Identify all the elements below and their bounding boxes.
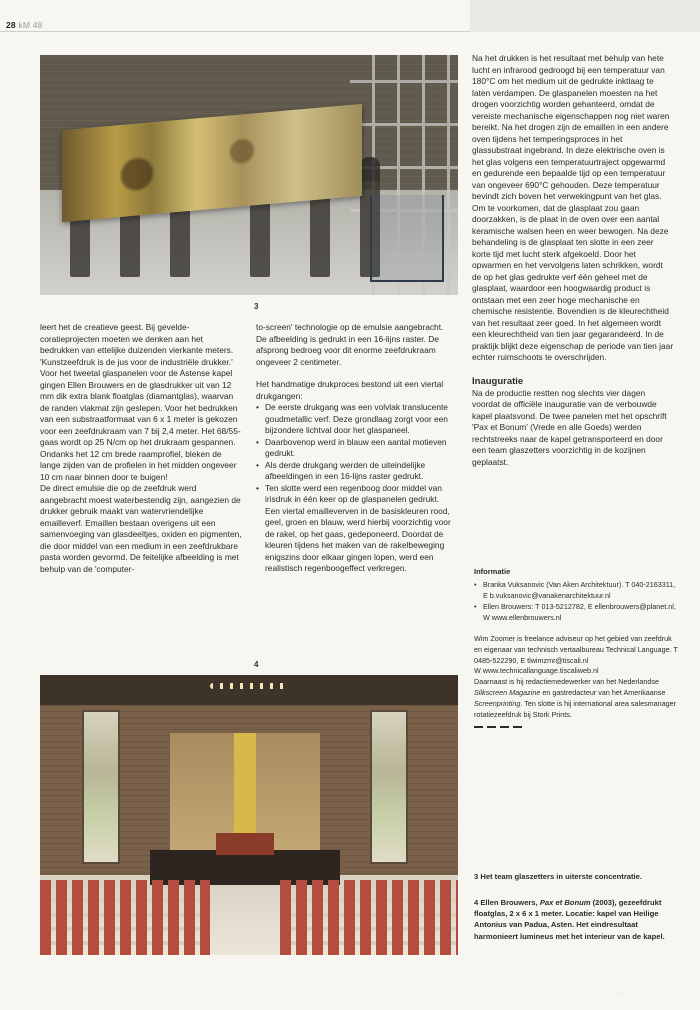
- list-item: • Ten slotte werd een regenboog door middel van irisdruk in één keer op de glaspanelen gedrukt. Een viertal emailleverven in de basiskleuren rood, geel, groen en blauw, werd hierbij voorzichtig voor de rakel, op het gaas, gedeponeerd. Doordat de kleuren tijdens het maken van de rakelbeweging enigszins door elkaar gingen lopen, werd een realistisch regenboogeffect verkregen.: [256, 483, 456, 575]
- header-band: [470, 0, 700, 32]
- header-rule: [0, 31, 470, 32]
- left-paragraph-3: De direct emulsie die op de zeefdruk werd aangebracht moest waterbestendig zijn, aangezien de drukker gebruik maakt van watervriendelijke emailleverf. Emaillen bestaan overigens uit een samenvoeging van glasdeeltjes, oxiden en pigmenten, die door middel van een medium in een zeefdrukbare pasta worden gevormd. De feitelijke afbeelding is met behulp van de 'computer-: [40, 483, 242, 574]
- contact-list: [474, 580, 679, 624]
- photo-ceiling: [40, 675, 458, 705]
- folio: [6, 20, 43, 30]
- photo-chapel-interior: [40, 675, 458, 955]
- photo-glaziers-carrying-panel: [40, 55, 458, 295]
- artwork-title: Pax et Bonum: [539, 898, 591, 907]
- author-website[interactable]: W www.technicallanguage.tiscaliweb.nl: [474, 666, 599, 676]
- author-bio: [474, 634, 679, 720]
- caption-4: [474, 897, 679, 942]
- photo-glass-panel-right: [370, 710, 408, 864]
- print-pass-list: [256, 402, 456, 575]
- left-paragraph-2: Voor het tweetal glaspanelen voor de Astense kapel gingen Ellen Brouwers en de glasdrukker uit van 12 mm dik extra blank floatglas (diamantglas), waarvan de randen vlakmat zijn geslepen. Voor het bedrukken van een substraatformaat van 6 x 1 meter is gekozen voor een zeefdrukraam van 7 bij 2,4 meter. Het 68/55-gaas wordt op 25 N/cm op het drukraam gespannen. Ondanks het 12 cm brede raamprofiel, bleken de lange zijden van de profielen in het midden ongeveer 10 cm naar binnen door te buigen!: [40, 368, 241, 482]
- photo-glass-panel-left: [82, 710, 120, 864]
- figure-3-number: 3: [254, 302, 259, 311]
- photo-chairs-left: [40, 880, 210, 955]
- photo-altar: [216, 833, 274, 855]
- photo-chairs-right: [280, 880, 458, 955]
- end-mark: [474, 726, 679, 728]
- photo-cart: [370, 195, 444, 282]
- section-heading-inauguratie: Inauguratie: [472, 375, 524, 387]
- figure-4-number: 4: [254, 660, 259, 669]
- author-bio-part: Daarnaast is hij redactiemedewerker van het Nederlandse: [474, 677, 659, 687]
- left-column: [40, 322, 243, 575]
- list-item: • Als derde drukgang werden de uiteindelijke afbeeldingen in een 16-lijns raster gedrukt.: [256, 460, 456, 483]
- info-heading: Informatie: [474, 567, 511, 576]
- left-paragraph-1: leert het de creatieve geest. Bij geveldecoratieprojecten moeten we denken aan het bedrukken van ettelijke duizenden vierkante meters. 'Kunstzeefdruk is de jus voor de industriële drukker.': [40, 322, 234, 367]
- publication-name: Screenprinting: [474, 698, 521, 708]
- author-bio-part: . Ten slotte is hij international area salesmanager rotatiezeefdruk bij Stork Prints.: [474, 698, 677, 719]
- right-paragraph: Na het drukken is het resultaat met behulp van hete lucht en infrarood gedroogd bij een temperatuur van 180°C om het medium uit de gedrukte inktlaag te laten verdampen. De glaspanelen moesten na het drogen voorzichtig worden gehanteerd, omdat de vereiste mechanische eigenschappen nog niet waren bereikt. Na het drogen zijn de emaillen in een andere oven tijdens het temperingsproces in het glassubstraat ingebrand. In deze elektrische oven is het glas volgens een temperatuurtraject opgewarmd en gedurende een bepaalde tijd op een temperatuur van ongeveer 690°C gehouden. Deze temperatuur bevindt zich boven het verwekingpunt van het glas. Om te voorkomen, dat de glasplaat zou gaan doorzakken, is de plaat in de oven over een aantal keramische walsen heen en weer bewogen. Na deze behandeling is de glasplaat ten slotte in een zeer korte tijd met lucht sterk afgekoeld. Door het opwarmen en het vervolgens laten schrikken, wordt de op het glas gedrukte verf één geheel met de glasplaat, waardoor een hoogwaardig product is ontstaan met een zeer hoge mechanische en chemische resistentie. Bovendien is de kleurechtheid van het resultaat zeer goed. In het algemeen wordt een kleurechtheid van tien jaar gegarandeerd. In de praktijk blijkt deze eigenschap de periode van tien jaar echter ruimschoots te overschrijden.: [472, 53, 674, 362]
- issue-number: 48: [32, 20, 43, 30]
- page-number: 28: [6, 20, 16, 30]
- info-box: [474, 567, 679, 728]
- contact-item: • Branka Vuksanovic (Van Aken Architektuur). T 040-2163311, E b.vuksanovic@vanakenarchitektuur.nl: [474, 580, 679, 602]
- author-bio-text: Wim Zoomer is freelance adviseur op het gebied van zeefdruk en eigenaar van technisch vertaalbureau Technical Language. T 0485-522290, E tlwimzmr@tiscali.nl: [474, 633, 678, 665]
- publication-name: Silkscreen Magazine: [474, 687, 541, 697]
- magazine-abbr: kM: [18, 20, 31, 30]
- caption-4-part: 4 Ellen Brouwers,: [474, 898, 540, 907]
- list-item: • Daarbovenop werd in blauw een aantal motieven gedrukt.: [256, 437, 456, 460]
- mid-paragraph-1: to-screen' technologie op de emulsie aangebracht. De afbeelding is gedrukt in een 16-lijns raster. De afsprong bedroeg voor dit enorme zeefdrukraam ongeveer 2 centimeter.: [256, 322, 444, 367]
- mid-paragraph-2: Het handmatige drukproces bestond uit een viertal drukgangen:: [256, 379, 444, 401]
- author-bio-part: en gastredacteur van het Amerikaanse: [540, 687, 666, 697]
- photo-lights: [210, 683, 290, 689]
- page-speck: ·: [618, 990, 620, 996]
- caption-4-part: (2003), gezeefdrukt floatglas, 2 x 6 x 1 meter. Locatie: kapel van Heilige Antonius van Padua, Asten. Het eindresultaat harmonieert lumineus met het interieur van de kapel.: [474, 898, 665, 941]
- contact-item: • Ellen Brouwers: T 013-5212782, E ellenbrouwers@planet.nl, W www.ellenbrouwers.nl: [474, 602, 679, 624]
- caption-3: 3 Het team glaszetters in uiterste concentratie.: [474, 872, 642, 881]
- middle-column: [256, 322, 456, 575]
- right-column: [472, 53, 674, 468]
- section-paragraph: Na de productie restten nog slechts vier dagen voordat de officiële inauguratie van de verbouwde kapel plaatsvond. De twee panelen met het opschrift 'Pax et Bonum' (Vrede en alle Goeds) werden rechtstreeks naar de kapel getransporteerd en door een team glaszetters voorzichtig in de kozijnen geplaatst.: [472, 387, 667, 467]
- list-item: • De eerste drukgang was een volvlak translucente goudmetallic verf. Deze grondlaag zorgt voor een bijzondere lichtval door het glaspaneel.: [256, 402, 456, 437]
- page-header: [0, 0, 700, 32]
